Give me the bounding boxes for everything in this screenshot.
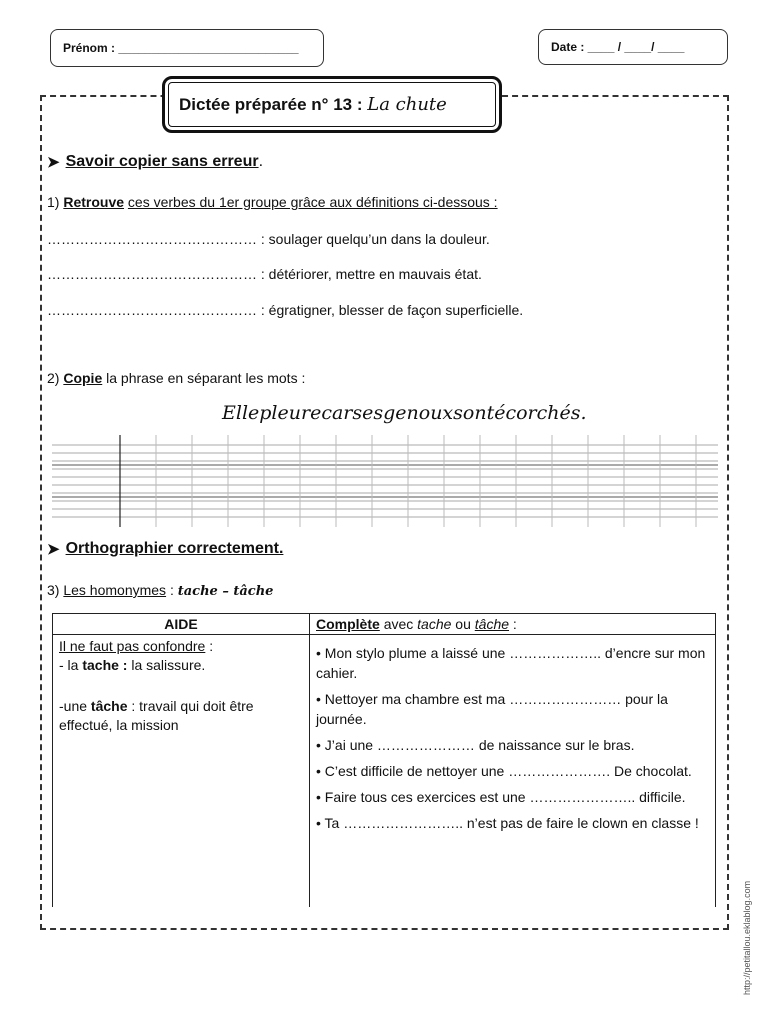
q2-number: 2) bbox=[47, 370, 60, 386]
aide-tache2-word: tâche bbox=[90, 698, 128, 714]
q1-number: 1) bbox=[47, 194, 60, 210]
aide-line1-colon: : bbox=[209, 638, 214, 654]
aide-tache2-def: : travail qui doit être effectué, la mission bbox=[59, 698, 254, 733]
section-copy-title: Savoir copier sans erreur bbox=[65, 153, 259, 170]
q2-verb: Copie bbox=[63, 370, 103, 386]
aide-tache-def: la salissure. bbox=[131, 657, 206, 673]
q1-text: ces verbes du 1er groupe grâce aux définitions ci-dessous : bbox=[127, 194, 498, 210]
list-item[interactable]: • C’est difficile de nettoyer une …………………. De chocolat. bbox=[316, 763, 692, 779]
arrow-icon: ➤ bbox=[47, 541, 60, 558]
date-label: Date : ____ / ____/ ____ bbox=[551, 40, 685, 54]
complete-word1: tache bbox=[417, 616, 452, 632]
q3-label: Les homonymes bbox=[63, 582, 167, 598]
q1-line-3[interactable]: ……………………………………… : égratigner, blesser de façon superficielle. bbox=[47, 302, 524, 318]
aide-tache2-pre: -une bbox=[59, 698, 88, 714]
list-item[interactable]: • Nettoyer ma chambre est ma …………………… pour la journée. bbox=[316, 691, 668, 727]
aide-tache-word: tache : bbox=[82, 657, 128, 673]
prenom-field[interactable] bbox=[50, 29, 324, 67]
title-cursive: La chute bbox=[367, 94, 447, 115]
q2-colon: : bbox=[301, 370, 306, 386]
q3-colon: : bbox=[169, 582, 174, 598]
q3-number: 3) bbox=[47, 582, 60, 598]
title-prefix: Dictée préparée n° 13 : bbox=[179, 94, 363, 114]
table-body-row bbox=[53, 635, 716, 908]
handwriting-lines[interactable] bbox=[52, 435, 718, 527]
q3-words: tache – tâche bbox=[177, 584, 274, 599]
q1-verb: Retrouve bbox=[63, 194, 125, 210]
date-field[interactable] bbox=[538, 29, 728, 65]
list-item[interactable]: • Mon stylo plume a laissé une ……………….. d’encre sur mon cahier. bbox=[316, 645, 706, 681]
aide-header: AIDE bbox=[53, 614, 310, 635]
q2-text: la phrase en séparant les mots bbox=[106, 370, 298, 386]
complete-colon: : bbox=[512, 616, 517, 632]
section-ortho-title: Orthographier correctement. bbox=[65, 540, 284, 557]
aide-tache-pre: - la bbox=[59, 657, 79, 673]
list-item[interactable]: • J’ai une ………………… de naissance sur le bras. bbox=[316, 737, 635, 753]
complete-cell bbox=[310, 635, 716, 908]
q1-line-1[interactable]: ……………………………………… : soulager quelqu’un dans la douleur. bbox=[47, 231, 490, 247]
q1-line-2[interactable]: ……………………………………… : détériorer, mettre en mauvais état. bbox=[47, 266, 482, 282]
complete-mid: avec bbox=[383, 616, 414, 632]
site-url: http://petitallou.eklablog.com bbox=[742, 880, 752, 995]
complete-word2: tâche bbox=[474, 616, 510, 632]
complete-or: ou bbox=[455, 616, 471, 632]
title-box bbox=[162, 76, 502, 133]
table-header-row bbox=[53, 614, 716, 635]
q1-instruction bbox=[47, 194, 498, 210]
prenom-label: Prénom : ___________________________ bbox=[63, 41, 299, 55]
q2-sentence: Ellepleurecarsesgenouxsontécorchés. bbox=[222, 402, 587, 424]
q2-instruction bbox=[47, 370, 305, 386]
section-ortho-heading bbox=[47, 540, 283, 558]
section-copy-heading bbox=[47, 153, 263, 171]
complete-header bbox=[310, 614, 716, 635]
arrow-icon: ➤ bbox=[47, 154, 60, 171]
section-copy-dot: . bbox=[258, 153, 264, 170]
q3-instruction bbox=[47, 582, 273, 599]
list-item[interactable]: • Ta …………………….. n’est pas de faire le clown en classe ! bbox=[316, 815, 699, 831]
list-item[interactable]: • Faire tous ces exercices est une ………………….. difficile. bbox=[316, 789, 686, 805]
complete-bold: Complète bbox=[316, 616, 380, 632]
aide-line1: Il ne faut pas confondre bbox=[59, 638, 206, 654]
aide-cell bbox=[53, 635, 310, 908]
exercise-table bbox=[52, 613, 716, 907]
